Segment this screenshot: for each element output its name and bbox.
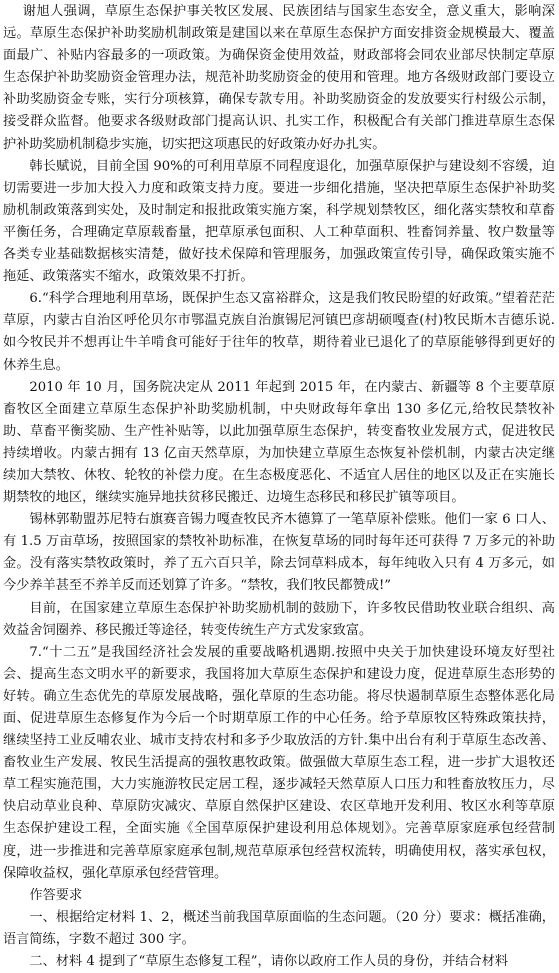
paragraph-current-herders: 目前，在国家建立草原生态保护补助奖励机制的鼓励下，许多牧民借助牧业联合组织、高效益舍饲圈养、移民搬迁等途径，转变传统生产方式发家致富。	[3, 600, 555, 638]
question-2: 二、材料 4 提到了“草原生态修复工程”，请你以政府工作人员的身份，并结合材料	[29, 954, 509, 970]
answer-requirements-heading: 作答要求	[29, 887, 83, 903]
paragraph-state-council-2010: 2010 年 10 月，国务院决定从 2011 年起到 2015 年，在内蒙古、新疆等 8 个主要草原畜牧区全面建立草原生态保护补助奖励机制，中央财政每年拿出 130 多亿元,给牧民禁牧补助、草畜平衡奖励、生产性补贴等，以此加强草原生态保护，转变畜牧业发展方式，促进牧民持续增收。内蒙古拥有 13 亿亩天然草原，为加快建立草原生态恢复补偿机制，内蒙古决定继续加大禁牧、休牧、轮牧的补偿力度。在生态极度恶化、不适宜人居住的地区以及正在实施长期禁牧的地区，继续实施异地扶贫移民搬迁、边境生态移民和移民扩镇等项目。	[3, 379, 555, 506]
paragraph-han-changfu: 韩长赋说，目前全国 90%的可利用草原不同程度退化，加强草原保护与建设刻不容缓，迫切需要进一步加大投入力度和政策支持力度。要进一步细化措施，坚决把草原生态保护补助奖励机制政策落到实处，及时制定和报批政策实施方案，科学规划禁牧区，细化落实禁牧和草畜平衡任务，合理确定草原载畜量，把草原承包面积、人工种草面积、牲畜饲养量、牧户数量等各类专业基础数据核实清楚，做好技术保障和管理服务，加强政策宣传引导，确保政策实施不拖延、政策落实不缩水，政策效果不打折。	[3, 158, 555, 285]
question-1: 一、根据给定材料 1、2，概述当前我国草原面临的生态问题。（20 分）要求：概括准确，语言简练，字数不超过 300 字。	[3, 909, 555, 947]
paragraph-xie-xuren: 谢旭人强调，草原生态保护事关牧区发展、民族团结与国家生态安全，意义重大，影响深远。草原生态保护补助奖励机制政策是建国以来在草原生态保护方面安排资金规模最大、覆盖面最广、补贴内容最多的一项政策。为确保资金使用效益，财政部将会同农业部尽快制定草原生态保护补助奖励资金管理办法，规范补助奖励资金的使用和管理。地方各级财政部门要设立补助奖励资金专账，实行分项核算，确保专款专用。补助奖励资金的发放要实行村级公示制，接受群众监督。他要求各级财政部门提高认识、扎实工作，积极配合有关部门推进草原生态保护补助奖励机制稳步实施，切实把这项惠民的好政策办好办扎实。	[3, 4, 555, 152]
paragraph-material-7: 7.“十二五”是我国经济社会发展的重要战略机遇期.按照中央关于加快建设环境友好型社会、提高生态文明水平的新要求，我国将加大草原生态保护和建设力度，促进草原生态形势的好转。确立生态优先的草原发展战略，强化草原的生态功能。将尽快遏制草原生态整体恶化局面、促进草原生态修复作为今后一个时期草原工作的中心任务。给予草原牧区特殊政策扶持，继续坚持工业反哺农业、城市支持农村和多予少取放活的方针.集中出台有利于草原生态改善、畜牧业生产发展、牧民生活提高的强牧惠牧政策。做强做大草原生态工程，进一步扩大退牧还草工程实施范围，大力实施游牧民定居工程，逐步减轻天然草原人口压力和牲畜放牧压力，尽快启动草业良种、草原防灾减灾、草原自然保护区建设、农区草地开发利用、牧区水利等草原生态保护建设工程，全面实施《全国草原保护建设利用总体规划》。完善草原家庭承包经营制度，进一步推进和完善草原家庭承包制,规范草原承包经营权流转，明确使用权，落实承包权，保障收益权，强化草原承包经营管理。	[3, 644, 555, 881]
paragraph-xilingol-herder: 锡林郭勒盟苏尼特右旗赛音锡力嘎查牧民齐木德算了一笔草原补偿账。他们一家 6 口人、有 1.5 万亩草场，按照国家的禁牧补助标准，在恢复草场的同时每年还可获得 7 万多元的补助金。没有落实禁牧政策时，养了五六百只羊，除去饲草料成本，每年纯收入只有 4 万多元，如今少养羊甚至不养羊反而还划算了许多。“禁牧，我们牧民都赞成!”	[3, 512, 555, 594]
paragraph-material-6: 6.“科学合理地利用草场，既保护生态又富裕群众，这是我们牧民盼望的好政策。”望着茫茫草原，内蒙古自治区呼伦贝尔市鄂温克族自治旗锡尼河镇巴彦胡硕嘎查(村)牧民斯木吉德乐说.如今牧民并不想再让牛羊啃食可能好于往年的牧草，期待着业已退化了的草原能够得到更好的休养生息。	[3, 291, 555, 373]
